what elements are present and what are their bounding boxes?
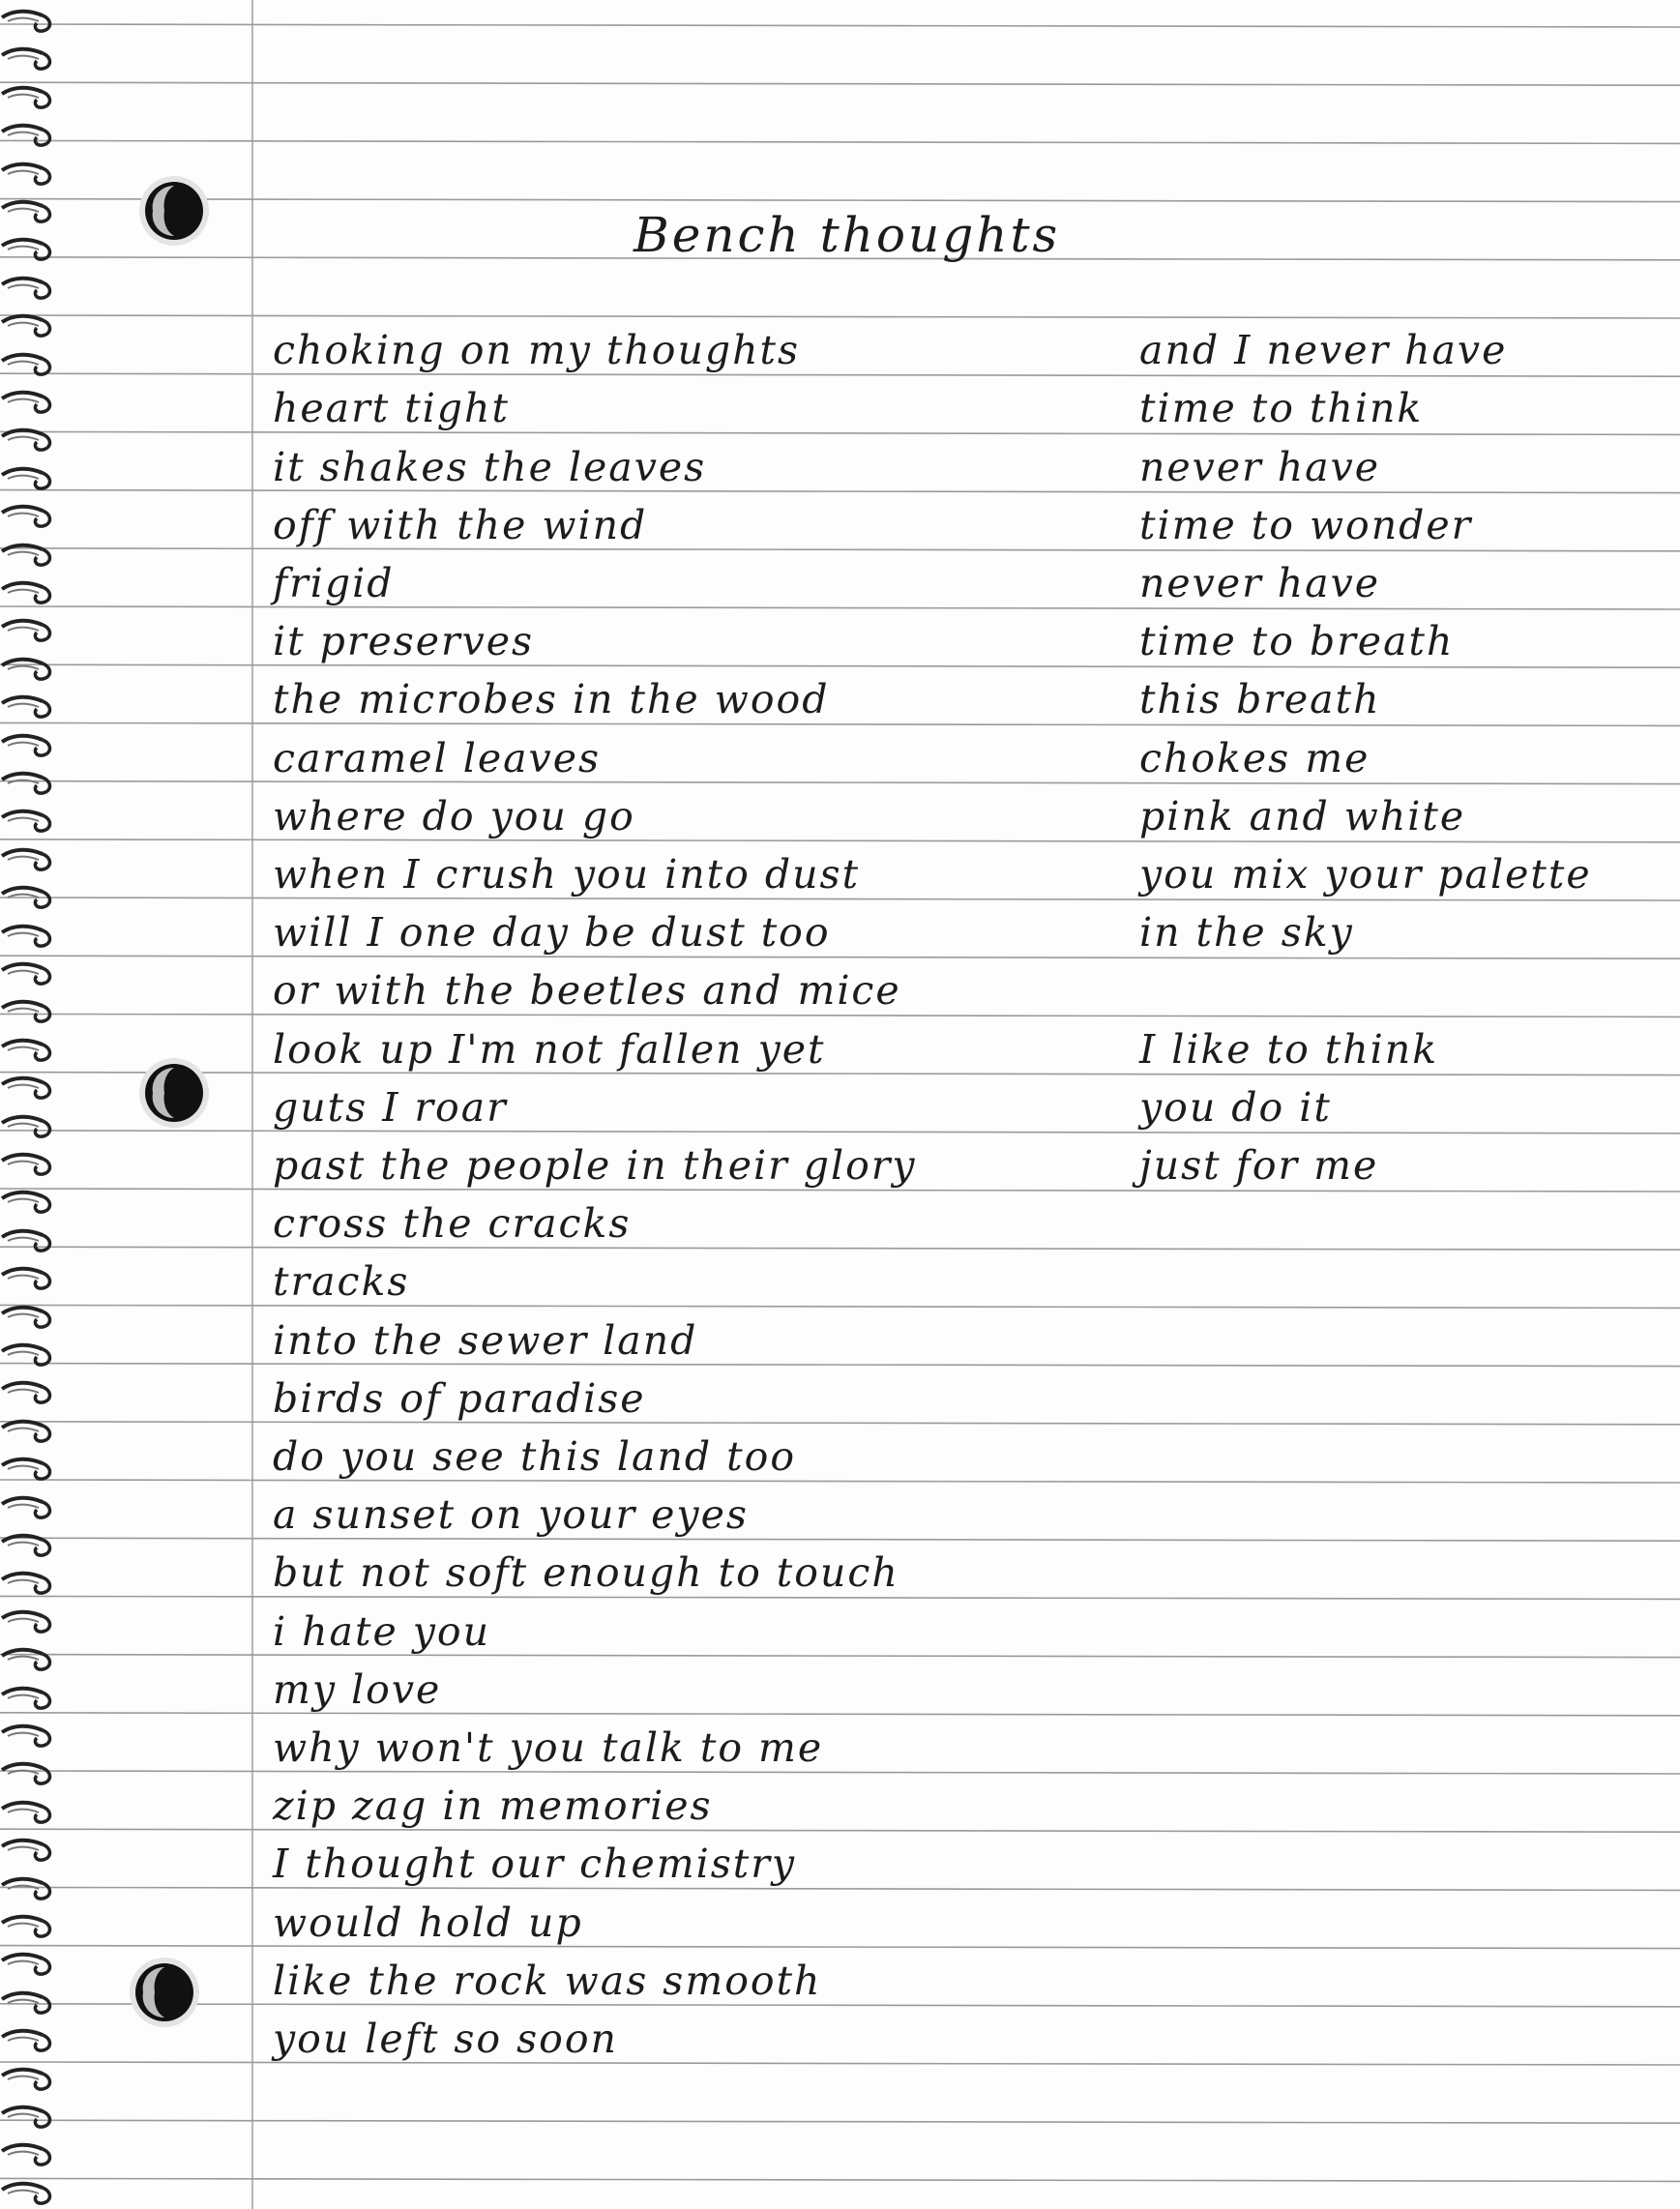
poem-line: would hold up xyxy=(273,1899,583,1946)
spiral-coil xyxy=(0,1799,56,1826)
spiral-coil xyxy=(0,312,56,339)
poem-line: a sunset on your eyes xyxy=(273,1491,749,1539)
poem-line-right: this breath xyxy=(1139,676,1381,723)
poem-line: birds of paradise xyxy=(273,1374,646,1422)
poem-title: Bench thoughts xyxy=(634,207,1061,263)
poem-line: caramel leaves xyxy=(273,734,602,781)
spiral-coil xyxy=(0,1151,56,1178)
spiral-coil xyxy=(0,84,56,111)
spiral-coil xyxy=(0,1037,56,1064)
spiral-coil xyxy=(0,1685,56,1712)
spiral-coil xyxy=(0,1532,56,1559)
spiral-coil xyxy=(0,2141,56,2168)
poem-line: or with the beetles and mice xyxy=(273,967,901,1015)
poem-line-right: time to think xyxy=(1139,385,1424,432)
spiral-coil xyxy=(0,45,56,73)
spiral-coil xyxy=(0,122,56,149)
spiral-coil xyxy=(0,770,56,797)
poem-line-right: you do it xyxy=(1139,1083,1332,1131)
spiral-coil xyxy=(0,1494,56,1521)
spiral-coil xyxy=(0,1113,56,1140)
spiral-coil xyxy=(0,198,56,225)
poem-line-right: time to wonder xyxy=(1139,501,1473,548)
spiral-coil xyxy=(0,465,56,492)
poem-line: zip zag in memories xyxy=(273,1782,713,1830)
poem-line: why won't you talk to me xyxy=(273,1724,824,1771)
spiral-coil xyxy=(0,1341,56,1369)
spiral-coil xyxy=(0,161,56,188)
poem-line-right: and I never have xyxy=(1139,327,1508,374)
spiral-coil xyxy=(0,1875,56,1902)
spiral-coil xyxy=(0,2027,56,2054)
poem-line: frigid xyxy=(273,560,395,606)
spiral-coil xyxy=(0,503,56,530)
poem-line: but not soft enough to touch xyxy=(273,1549,899,1597)
spiral-coil xyxy=(0,1075,56,1102)
spiral-coil xyxy=(0,1646,56,1673)
spiral-coil xyxy=(0,1456,56,1483)
poem-line-right: time to breath xyxy=(1139,618,1455,665)
punch-hole xyxy=(135,1054,213,1132)
spiral-coil xyxy=(0,693,56,721)
poem-line: I thought our chemistry xyxy=(273,1841,796,1888)
poem-line: cross the cracks xyxy=(273,1200,632,1248)
spiral-coil xyxy=(0,1723,56,1750)
poem-line: the microbes in the wood xyxy=(273,676,830,723)
spiral-coil xyxy=(0,808,56,835)
poem-line: like the rock was smooth xyxy=(273,1957,822,2004)
poem-line-right: you mix your palette xyxy=(1139,851,1592,898)
spiral-coil xyxy=(0,1189,56,1216)
spiral-coil xyxy=(0,960,56,987)
spiral-coil xyxy=(0,1913,56,1940)
spiral-coil xyxy=(0,8,56,35)
spiral-coil xyxy=(0,1418,56,1445)
poem-line-right: I like to think xyxy=(1139,1025,1439,1073)
spiral-coil xyxy=(0,1951,56,1978)
spiral-coil xyxy=(0,389,56,416)
spiral-coil xyxy=(0,1608,56,1635)
poem-line: guts I roar xyxy=(273,1083,508,1131)
punch-hole xyxy=(135,172,213,250)
spiral-coil xyxy=(0,1570,56,1597)
poem-line: past the people in their glory xyxy=(273,1142,917,1189)
spiral-coil xyxy=(0,846,56,873)
spiral-coil xyxy=(0,1304,56,1331)
spiral-coil xyxy=(0,1227,56,1254)
poem-line: where do you go xyxy=(273,792,635,839)
poem-line: it preserves xyxy=(273,618,535,665)
spiral-coil xyxy=(0,1379,56,1406)
spiral-coil xyxy=(0,1760,56,1787)
poem-line: will I one day be dust too xyxy=(273,909,831,957)
spiral-coil xyxy=(0,656,56,683)
spiral-coil xyxy=(0,1265,56,1292)
poem-line: you left so soon xyxy=(273,2016,618,2062)
spiral-coil xyxy=(0,275,56,302)
spiral-coil xyxy=(0,427,56,454)
spiral-coil xyxy=(0,2066,56,2093)
poem-line: it shakes the leaves xyxy=(273,443,707,490)
spiral-coil xyxy=(0,351,56,378)
poem-line: my love xyxy=(273,1665,442,1713)
poem-line: off with the wind xyxy=(273,501,648,548)
poem-line-right: pink and white xyxy=(1139,792,1466,839)
poem-line: choking on my thoughts xyxy=(273,327,801,374)
spiral-coil xyxy=(0,1989,56,2017)
spiral-coil xyxy=(0,542,56,569)
poem-line: i hate you xyxy=(273,1607,491,1655)
poem-line: heart tight xyxy=(273,385,510,432)
spiral-coil xyxy=(0,617,56,644)
spiral-coil xyxy=(0,2104,56,2131)
poem-line: tracks xyxy=(273,1258,410,1306)
spiral-coil xyxy=(0,884,56,911)
poem-line: when I crush you into dust xyxy=(273,851,861,898)
poem-line-right: in the sky xyxy=(1139,909,1354,957)
poem-line-right: just for me xyxy=(1139,1142,1379,1189)
spiral-coil xyxy=(0,732,56,759)
spiral-coil xyxy=(0,1837,56,1864)
spiral-coil xyxy=(0,2180,56,2207)
spiral-coil xyxy=(0,998,56,1025)
poem-line: look up I'm not fallen yet xyxy=(273,1025,826,1073)
poem-line-right: never have xyxy=(1139,443,1381,490)
poem-line: do you see this land too xyxy=(273,1433,797,1480)
poem-line-right: chokes me xyxy=(1139,734,1371,781)
poem-line-right: never have xyxy=(1139,560,1381,606)
spiral-coil xyxy=(0,579,56,606)
spiral-coil xyxy=(0,923,56,950)
spiral-coil xyxy=(0,236,56,263)
poem-line: into the sewer land xyxy=(273,1316,698,1364)
punch-hole xyxy=(126,1954,203,2031)
